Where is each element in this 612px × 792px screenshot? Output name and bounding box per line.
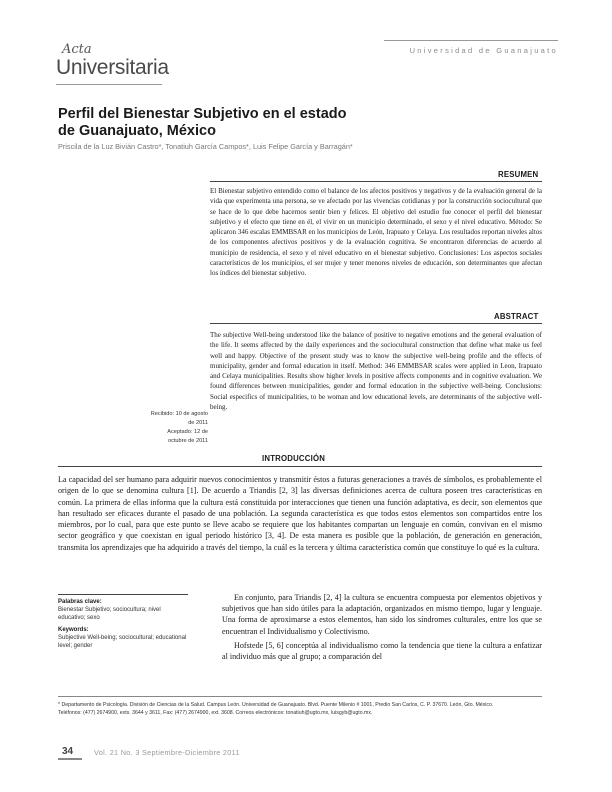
header-university: Universidad de Guanajuato — [409, 46, 558, 55]
palabras-clave-label: Palabras clave: — [58, 599, 102, 605]
resumen-rule — [210, 181, 542, 182]
issue-info: Vol. 21 No. 3 Septiembre-Diciembre 2011 — [94, 748, 240, 757]
article-authors: Priscila de la Luz Bivián Castro*, Tonatiuh García Campos*, Luis Felipe García y Barragán* — [58, 142, 353, 151]
title-line-1: Perfil del Bienestar Subjetivo en el estado — [58, 106, 347, 122]
header-rule — [384, 40, 558, 41]
abstract-heading: ABSTRACT — [494, 312, 539, 321]
title-line-2: de Guanajuato, México — [58, 123, 216, 139]
article-title — [58, 106, 378, 140]
keywords-rule — [58, 594, 188, 595]
keywords-box — [58, 598, 188, 650]
keywords-text: Subjective Well-being; sociocultural; educational level; gender — [58, 635, 187, 649]
footnote — [58, 701, 542, 717]
intro-right-column — [222, 592, 542, 665]
resumen-text: El Bienestar subjetivo entendido como el balance de los afectos positivos y negativos y de la evaluación general de la vida que experimenta una persona, se ve afectado por las vivencias cotidianas y por la construcción sociocultural que se hace de lo que debe hacernos sentir bien y felices. El objetivo del estudio fue conocer el perfil del bienestar subjetivo y el efecto que tiene en él, el vivir en un municipio determinado, el sexo y el nivel educativo. Método: Se aplicaron 346 escalas EMMBSAR en los municipios de León, Irapuato y Celaya. Los resultados reportan niveles altos de los componentes afectivos positivos y de la evaluación cognitiva. Se encontraron diferencias de acuerdo al municipio de residencia, el sexo y el nivel educativo en el bienestar subjetivo. Conclusiones: Los aspectos sociales característicos de los municipios, el ser mujer y tener menores niveles de educación, son determinantes que afectan los índices del bienestar subjetivo. — [210, 187, 542, 277]
journal-logo — [56, 40, 169, 86]
logo-universitaria-text: Universitaria — [56, 56, 169, 79]
palabras-clave-text: Bienestar Subjetivo; sociocultura; nivel educativo; sexo — [58, 607, 161, 621]
received-date: Recibido: 10 de agosto de 2011 — [150, 411, 208, 426]
page-number: 34 — [62, 746, 74, 757]
logo-underline — [56, 84, 162, 85]
footnote-line-1: * Departamento de Psicología. División de Ciencias de la Salud. Campus León. Universidad de Guanajuato. Blvd. Puente Milenio # 1001, Predio San Carlos, C. P. 37670. León, Gto. México. — [58, 702, 494, 708]
intro-paragraph-1: La capacidad del ser humano para adquirir nuevos conocimientos y transmitir éstos a futuras generaciones a través de símbolos, es probablemente el origen de lo que se denomina cultura [1]. De acuerdo a Triandis [2, 3] las diversas definiciones acerca de cultura poseen tres características en común. La primera de ellas informa que la cultura está constituida por interacciones que tienen una función adaptativa, es decir, son elementos que han resultado ser eficaces durante el pasado de una población. La segunda característica es que todos estos elementos son compartidos entre los miembros, por lo cual, para que este punto se lleve acabo se requiere que los habitantes compartan un lenguaje en común, convivan en el mismo sector geográfico y que coexistan en igual periodo histórico [3, 4]. De esta manera es posible que la población, de generación en generación, transmita los aprendizajes que ha adquirido a través del tiempo, la cuál es la tercera y última característica común que constituye lo qué es la cultura. — [58, 475, 542, 552]
introduccion-rule — [58, 466, 542, 467]
footnote-line-2: Teléfonos: (477) 2674900, exts. 3644 y 3611, Fax: (477) 2674900, ext. 3608. Correos electrónicos: tonatiuh@ugto.mx, luisgyb@ugto.mx. — [58, 710, 373, 717]
footnote-rule — [58, 696, 542, 697]
abstract-text: The subjective Well-being understood like the balance of positive to negative emotions and the general evaluation of the life. It seems affected by the daily experiences and the sociocultural construction that define what make us feel well and happy. Objective of the present study was to know the subjective well-being profile and the effects of municipality, gender and formal education in itself. Method: 346 EMMBSAR scales were applied in Leon, Irapuato and Celaya municipalities. Results show higher levels in positive affects components and in cognitive evaluation. We found differences between municipalities, gender and formal education in the subjective well-being. Conclusions: Social especifics of municipalities, to be woman and low educational levels, are determinants of the subjective well-being. — [210, 331, 542, 411]
intro-paragraph-2: En conjunto, para Triandis [2, 4] la cultura se encuentra compuesta por elementos objetivos y subjetivos que han sido útiles para la adaptación, organizados en mismo tiempo, lugar y lenguaje. Una forma de aproximarse a estos elementos, han sido los síndromes culturales, entre los que se encuentran el Individualismo y Colectivismo. — [222, 593, 542, 636]
resumen-heading: RESUMEN — [498, 170, 539, 179]
abstract-rule — [210, 323, 542, 324]
received-dates — [150, 410, 208, 446]
keywords-label: Keywords: — [58, 627, 89, 633]
accepted-date: Aceptado: 12 de octubre de 2011 — [167, 429, 208, 444]
logo-acta-text: Acta — [62, 42, 92, 57]
intro-paragraph-3: Hofstede [5, 6] conceptúa al individualismo como la tendencia que tiene la cultura a enfatizar al individuo más que al grupo; a comparación del — [222, 640, 542, 662]
introduccion-heading: INTRODUCCIÓN — [262, 454, 326, 463]
